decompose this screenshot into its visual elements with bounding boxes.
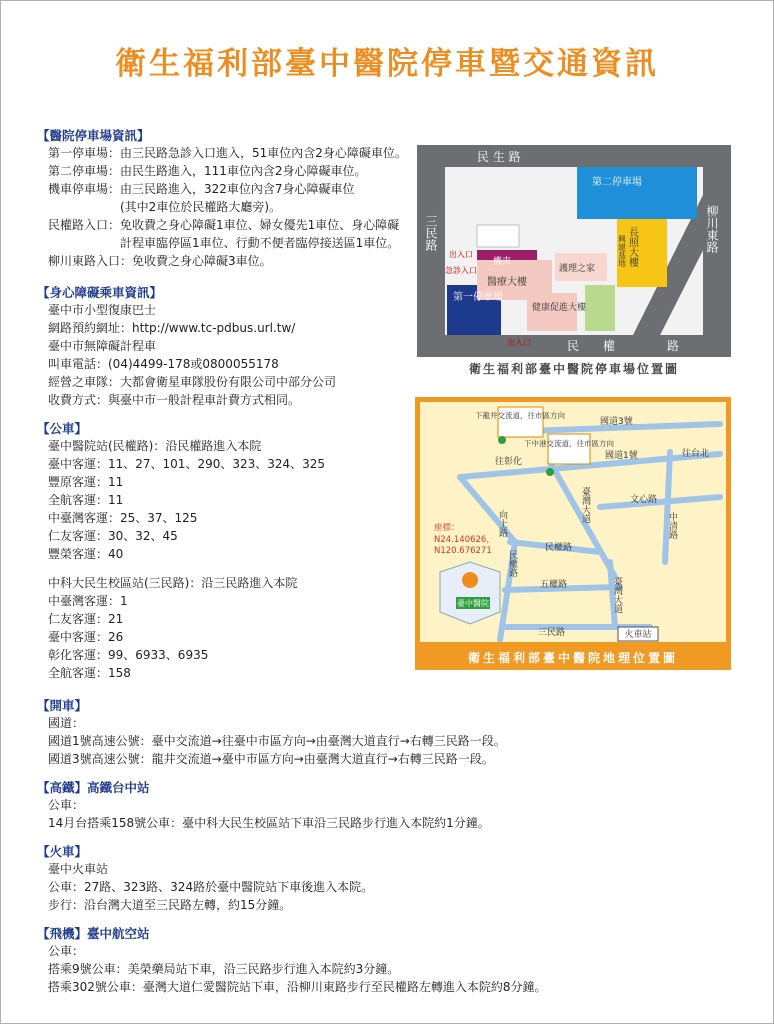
bus-line: 臺中客運：26 xyxy=(48,630,124,644)
bus-group2 xyxy=(48,574,297,682)
parking-line: 民權路入口：免收費之身心障礙1車位、婦女優先1車位、身心障礙 xyxy=(48,218,400,232)
minquan-h-label: 民權路 xyxy=(545,543,573,553)
bus-line: 豐榮客運：40 xyxy=(48,547,124,561)
road-suffix-label: 路 xyxy=(667,339,680,353)
stop1-label: 下龍井交流道，往市區方向 xyxy=(475,411,565,420)
bus-line: 中臺灣客運：1 xyxy=(48,594,128,608)
stop1-marker xyxy=(498,436,506,444)
bus-group1 xyxy=(48,437,325,563)
bus-line: 豐原客運：11 xyxy=(48,475,124,489)
hsr-header: 【高鐵】高鐵台中站 xyxy=(37,780,150,795)
minquan-road-label: 民 權 xyxy=(567,339,616,353)
drive-header: 【開車】 xyxy=(37,698,88,713)
air-line: 搭乘9號公車：美榮藥局站下車，沿三民路步行進入本院約3分鐘。 xyxy=(48,962,400,976)
bus-line: 臺中醫院站(民權路)：沿民權路進入本院 xyxy=(48,439,262,453)
hsr-line: 公車： xyxy=(48,798,85,812)
emergency-label: 急診入口 xyxy=(445,266,477,275)
air-line: 搭乘302號公車：臺灣大道仁愛醫院站下車，沿柳川東路步行至民權路左轉進入本院約8分鐘。 xyxy=(48,980,547,994)
parking-header: 【醫院停車場資訊】 xyxy=(37,128,150,143)
disabled-header: 【身心障礙乘車資訊】 xyxy=(37,285,163,300)
minsheng-road-label: 民 生 路 xyxy=(477,150,521,164)
parking-line: 計程車臨停區1車位、行動不便者臨停接送區1車位。 xyxy=(48,236,400,250)
train-header: 【火車】 xyxy=(37,844,88,859)
hospital-logo xyxy=(462,572,478,588)
coord-label: 座標： xyxy=(434,523,460,533)
bus-header: 【公車】 xyxy=(37,421,88,436)
air-header: 【飛機】臺中航空站 xyxy=(37,926,150,941)
disabled-line: 臺中市小型復康巴士 xyxy=(48,303,157,317)
parking-line: 第一停車場：由三民路急診入口進入，51車位內含2身心障礙車位。 xyxy=(48,146,407,160)
wenxin-label: 文心路 xyxy=(630,495,658,505)
moto-label: 機車 xyxy=(493,257,512,267)
hospital-label: 臺中醫院 xyxy=(457,599,489,608)
bus-line: 中臺灣客運：25、37、125 xyxy=(48,511,198,525)
station-box xyxy=(618,627,658,641)
bus-line: 全航客運：158 xyxy=(48,666,131,680)
entrance-label: 出入口 xyxy=(449,250,473,259)
train-list xyxy=(48,860,373,914)
liuchuan-road-label: 柳川東路 xyxy=(705,205,719,253)
bus-line: 仁友客運：30、32、45 xyxy=(48,529,178,543)
sanmin-road-label: 三民路 xyxy=(424,215,438,251)
drive-line: 國道1號高速公號：臺中交流道→往臺中市區方向→由臺灣大道直行→右轉三民路一段。 xyxy=(48,734,506,748)
bus-line: 中科大民生校區站(三民路)：沿三民路進入本院 xyxy=(48,576,298,590)
train-line: 步行：沿台灣大道至三民路左轉，約15分鐘。 xyxy=(48,898,292,912)
small-building xyxy=(477,225,519,247)
xiangshang-label: 向上路 xyxy=(497,510,507,537)
disabled-list xyxy=(48,301,336,409)
stop2-marker xyxy=(546,468,554,476)
taiwan-ave2-label: 臺灣大道 xyxy=(612,577,622,613)
geo-map xyxy=(420,402,726,642)
sanmin-label: 三民路 xyxy=(538,628,566,638)
disabled-line: 經營之車隊：大都會衛星車隊股份有限公司中部分公司 xyxy=(48,375,337,389)
parking-map-caption: 衛生福利部臺中醫院停車場位置圖 xyxy=(468,362,679,376)
medical-label: 醫療大樓 xyxy=(487,277,527,288)
coord-lng: N120.676271 xyxy=(434,546,492,556)
parking-line: 第二停車場：由民生路進入，111車位內含2身心障礙車位。 xyxy=(48,164,367,178)
disabled-line: 臺中市無障礙計程車 xyxy=(48,339,157,353)
exit-label: 出入口 xyxy=(507,338,531,347)
parking-line: 機車停車場：由三民路進入，322車位內含7身心障礙車位 xyxy=(48,182,355,196)
lot1-label: 第一停車場 xyxy=(453,292,503,303)
hospital-building-shape xyxy=(440,562,500,624)
building-note-label: 興建基地 xyxy=(617,235,627,267)
green-area xyxy=(585,285,615,331)
road1-label: 國道3號 xyxy=(600,417,633,427)
station-label: 火車站 xyxy=(624,630,652,640)
changhua-label: 往彰化 xyxy=(495,457,523,467)
hospital-building-icon xyxy=(440,562,500,624)
zhongqing-label: 中清路 xyxy=(667,512,677,539)
wuquan-label: 五權路 xyxy=(540,580,568,590)
drive-line: 國道3號高速公號：龍井交流道→臺中市區方向→由臺灣大道直行→右轉三民路一段。 xyxy=(48,752,494,766)
geo-map-frame xyxy=(415,397,731,670)
minquan-v-label: 民權路 xyxy=(507,550,517,577)
train-line: 公車：27路、323路、324路於臺中醫院站下車後進入本院。 xyxy=(48,880,374,894)
geo-map-caption: 衛生福利部臺中醫院地理位置圖 xyxy=(467,651,678,665)
parking-list xyxy=(48,144,407,270)
hsr-list xyxy=(48,796,490,832)
train-line: 臺中火車站 xyxy=(48,862,109,876)
bus-line: 全航客運：11 xyxy=(48,493,124,507)
longzhao-label: 長照大樓 xyxy=(626,227,638,267)
home-label: 護理之家 xyxy=(559,264,596,274)
lot2-area xyxy=(577,167,697,219)
stop2-label: 下中港交流道，往市區方向 xyxy=(524,439,614,448)
disabled-line: 網路預約網址：http://www.tc-pdbus.url.tw/ xyxy=(48,321,296,335)
taipei-label: 往台北 xyxy=(682,449,710,459)
parking-line: 柳川東路入口：免收費之身心障礙3車位。 xyxy=(48,254,272,268)
disabled-line: 叫車電話：(04)4499-178或0800055178 xyxy=(48,357,279,371)
bus-line: 臺中客運：11、27、101、290、323、324、325 xyxy=(48,457,326,471)
taiwan-ave-label: 臺灣大道 xyxy=(580,487,590,523)
bus-line: 仁友客運：21 xyxy=(48,612,124,626)
health-label: 健康促進大樓 xyxy=(532,303,587,313)
page-title: 衛生福利部臺中醫院停車暨交通資訊 xyxy=(115,46,659,82)
hsr-line: 14月台搭乘158號公車：臺中科大民生校區站下車沿三民路步行進入本院約1分鐘。 xyxy=(48,816,490,830)
drive-line: 國道： xyxy=(48,716,85,730)
parking-line: (其中2車位於民權路大廳旁)。 xyxy=(48,200,281,214)
air-line: 公車： xyxy=(48,944,85,958)
lot2-label: 第二停車場 xyxy=(592,177,642,188)
bus-line: 彰化客運：99、6933、6935 xyxy=(48,648,209,662)
disabled-line: 收費方式：與臺中市一般計程車計費方式相同。 xyxy=(48,393,301,407)
road2-label: 國道1號 xyxy=(605,451,638,461)
parking-map xyxy=(417,145,731,357)
drive-list xyxy=(48,714,506,768)
air-list xyxy=(48,942,547,996)
coord-lat: N24.140626， xyxy=(434,535,495,545)
